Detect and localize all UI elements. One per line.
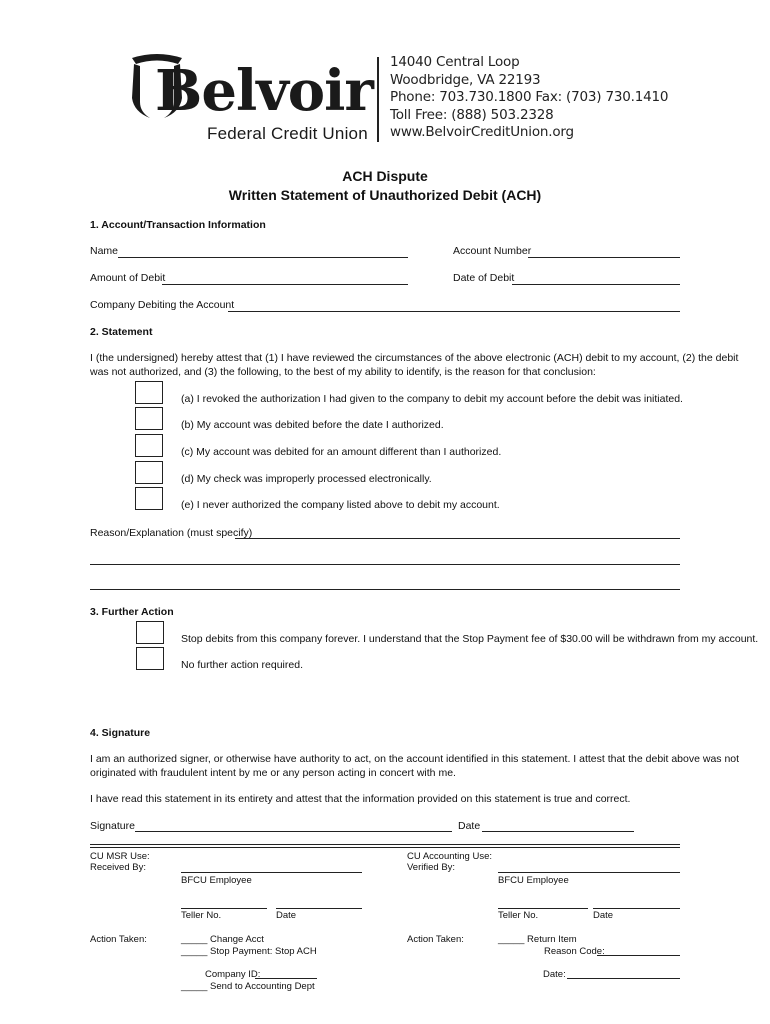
statement-text: was not authorized, and (3) the following, to the best of my ability to identify, is the reason for that conclusion: (90, 366, 596, 378)
form-subtitle: Written Statement of Unauthorized Debit (ACH) (228, 187, 542, 203)
company-field[interactable] (228, 311, 680, 312)
office-use-divider (90, 844, 680, 848)
reason-explanation-label: Reason/Explanation (must specify) (90, 527, 253, 539)
reason-c-label: (c) My account was debited for an amount different than I authorized. (181, 446, 502, 458)
phone-line: Phone: 703.730.1800 Fax: (703) 730.1410 (390, 89, 669, 105)
accounting-teller-field[interactable] (498, 908, 588, 909)
company-label: Company Debiting the Account (90, 299, 235, 311)
reason-c-checkbox[interactable] (135, 434, 163, 457)
stop-debits-label: Stop debits from this company forever. I understand that the Stop Payment fee of $30.00 will be withdrawn from my account. (181, 633, 759, 645)
accounting-action-taken-label: Action Taken: (407, 934, 464, 945)
stop-debits-checkbox[interactable] (136, 621, 164, 644)
reason-explanation-field[interactable] (235, 538, 680, 539)
send-to-accounting-option[interactable]: _____ Send to Accounting Dept (181, 981, 315, 992)
msr-employee-label: BFCU Employee (181, 875, 252, 886)
address-line: 14040 Central Loop (390, 54, 520, 70)
section-1-heading: 1. Account/Transaction Information (90, 219, 266, 231)
name-field[interactable] (118, 257, 408, 258)
company-id-field[interactable] (255, 978, 317, 979)
reason-b-label: (b) My account was debited before the date I authorized. (181, 419, 444, 431)
no-further-action-label: No further action required. (181, 659, 303, 671)
header-divider (377, 57, 379, 142)
msr-use-title: CU MSR Use: (90, 851, 150, 862)
form-title: ACH Dispute (342, 168, 428, 184)
address-line: Woodbridge, VA 22193 (390, 71, 541, 88)
accounting-use-title: CU Accounting Use: (407, 851, 493, 862)
stop-payment-option[interactable]: _____ Stop Payment: Stop ACH (181, 946, 317, 957)
logo-subtitle: Federal Credit Union (207, 124, 368, 143)
accounting-date-field-2[interactable] (567, 978, 680, 979)
signature-field[interactable] (135, 831, 452, 832)
reason-b-checkbox[interactable] (135, 407, 163, 430)
accounting-date-label-2: Date: (543, 969, 566, 980)
msr-date-field[interactable] (276, 908, 362, 909)
logo-wordmark: Belvoir (155, 58, 373, 124)
date-of-debit-field[interactable] (512, 284, 680, 285)
reason-e-label: (e) I never authorized the company listed above to debit my account. (181, 499, 500, 511)
address-block (390, 54, 668, 142)
signature-attestation-2: I have read this statement in its entirety and attest that the information provided on this statement is true and correct. (90, 793, 631, 805)
signature-attestation: originated with fraudulent intent by me or any person acting in concert with me. (90, 767, 456, 779)
accounting-employee-label: BFCU Employee (498, 875, 569, 886)
signature-date-field[interactable] (482, 831, 634, 832)
reason-code-field[interactable] (597, 955, 680, 956)
msr-teller-label: Teller No. (181, 910, 222, 921)
return-item-option[interactable]: _____ Return Item (498, 934, 577, 945)
accounting-date-label: Date (593, 910, 614, 921)
reason-explanation-line[interactable] (90, 564, 680, 565)
received-by-field[interactable] (181, 872, 362, 873)
reason-explanation-line[interactable] (90, 589, 680, 590)
change-acct-option[interactable]: _____ Change Acct (181, 934, 264, 945)
reason-d-label: (d) My check was improperly processed electronically. (181, 473, 432, 485)
msr-action-taken-label: Action Taken: (90, 934, 147, 945)
accounting-date-field[interactable] (593, 908, 680, 909)
section-2-heading: 2. Statement (90, 326, 153, 338)
section-4-heading: 4. Signature (90, 727, 151, 739)
reason-a-checkbox[interactable] (135, 381, 163, 404)
statement-text: I (the undersigned) hereby attest that (1) I have reviewed the circumstances of the above electronic (ACH) debit to my account, (2) the debit (90, 352, 739, 364)
tollfree-line: Toll Free: (888) 503.2328 (390, 106, 554, 123)
reason-e-checkbox[interactable] (135, 487, 163, 510)
account-number-label: Account Number (453, 245, 532, 257)
reason-code-label: Reason Code: (544, 946, 605, 957)
date-of-debit-label: Date of Debit (453, 272, 515, 284)
verified-by-field[interactable] (498, 872, 680, 873)
section-3-heading: 3. Further Action (90, 606, 174, 618)
msr-date-label: Date (276, 910, 297, 921)
signature-label: Signature (90, 820, 135, 832)
verified-by-label: Verified By: (407, 862, 456, 873)
name-label: Name (90, 245, 119, 257)
no-further-action-checkbox[interactable] (136, 647, 164, 670)
reason-a-label: (a) I revoked the authorization I had given to the company to debit my account before the debit was initiated. (181, 393, 683, 405)
reason-d-checkbox[interactable] (135, 461, 163, 484)
company-id-label: Company ID: (205, 969, 261, 980)
received-by-label: Received By: (90, 862, 146, 873)
accounting-teller-label: Teller No. (498, 910, 539, 921)
msr-teller-field[interactable] (181, 908, 267, 909)
signature-date-label: Date (458, 820, 481, 832)
website-line[interactable]: www.BelvoirCreditUnion.org (390, 124, 574, 140)
amount-of-debit-field[interactable] (162, 284, 408, 285)
signature-attestation: I am an authorized signer, or otherwise have authority to act, on the account identified in this statement. I attest that the debit above was not (90, 753, 740, 765)
amount-of-debit-label: Amount of Debit (90, 272, 166, 284)
account-number-field[interactable] (528, 257, 680, 258)
